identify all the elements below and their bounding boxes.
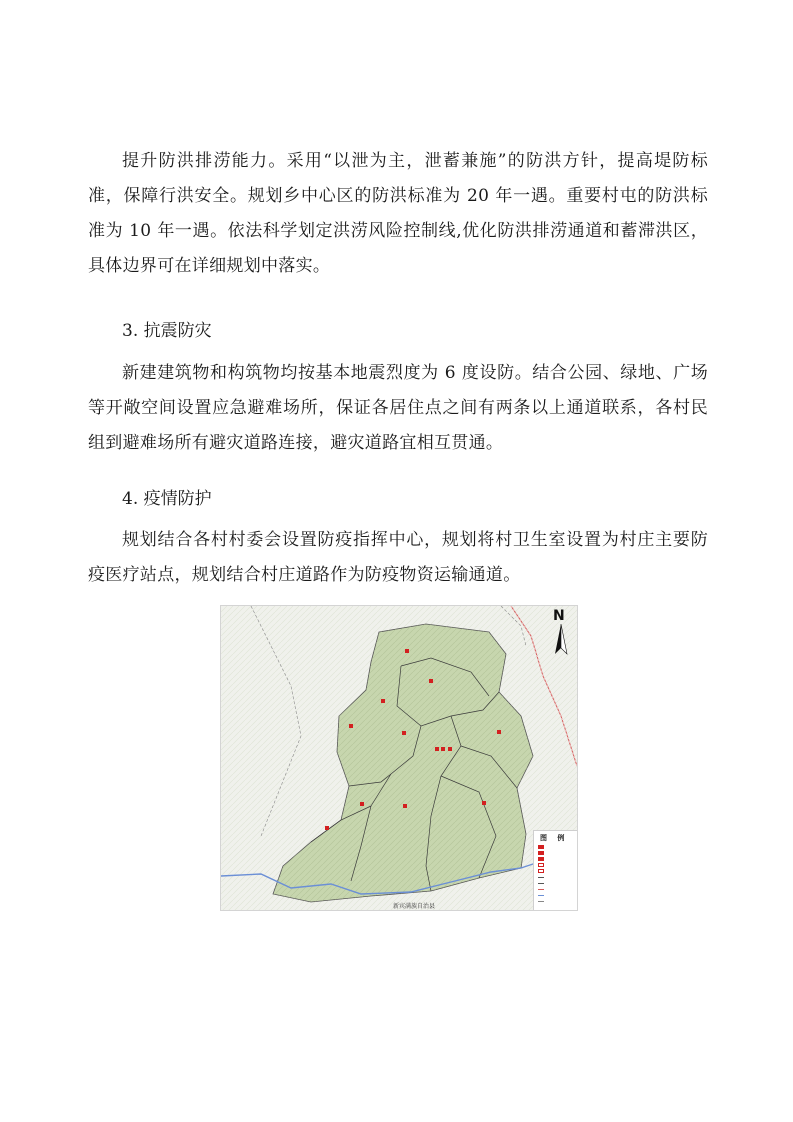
legend-row	[538, 875, 578, 880]
marker-icon	[538, 845, 544, 849]
epidemic-paragraph: 规划结合各村村委会设置防疫指挥中心，规划将村卫生室设置为村庄主要防疫医疗站点，规划结合村庄道路作为防疫物资运输通道。	[88, 530, 708, 585]
marker-outline-icon	[538, 863, 544, 867]
legend-row	[538, 893, 578, 898]
map-graphic	[221, 606, 577, 910]
line-icon	[538, 883, 544, 884]
river-line-icon	[538, 895, 544, 896]
marker-icon	[538, 857, 544, 861]
legend-row	[538, 881, 578, 886]
legend-row	[538, 851, 578, 856]
legend-row	[538, 857, 578, 862]
earthquake-heading: 3. 抗震防灾	[122, 321, 212, 341]
map-legend	[533, 830, 578, 911]
epidemic-heading: 4. 疫情防护	[122, 489, 212, 509]
disaster-prevention-map	[220, 605, 578, 911]
flood-control-paragraph: 提升防洪排涝能力。采用“以泄为主，泄蓄兼施”的防洪方针，提高堤防标准，保障行洪安全。规划乡中心区的防洪标准为 20 年一遇。重要村屯的防洪标准为 10 年一遇。依法科学划定洪涝风险控制线,优化防洪排涝通道和蓄滞洪区，具体边界可在详细规划中落实。	[88, 151, 708, 276]
boundary-line-icon	[538, 901, 544, 902]
railway-line-icon	[538, 889, 544, 890]
legend-title: 图 例	[540, 834, 569, 842]
legend-row	[538, 887, 578, 892]
marker-icon	[538, 851, 544, 855]
legend-row	[538, 899, 578, 904]
north-label: N	[553, 608, 565, 624]
county-label: 新宾满族自治县	[393, 903, 436, 910]
legend-row	[538, 869, 578, 874]
line-icon	[538, 877, 544, 878]
legend-row	[538, 863, 578, 868]
marker-outline-icon	[538, 869, 544, 873]
legend-row	[538, 845, 578, 850]
earthquake-paragraph: 新建建筑物和构筑物均按基本地震烈度为 6 度设防。结合公园、绿地、广场等开敞空间设置应急避难场所，保证各居住点之间有两条以上通道联系，各村民组到避难场所有避灾道路连接，避灾道路宜相互贯通。	[88, 363, 708, 453]
